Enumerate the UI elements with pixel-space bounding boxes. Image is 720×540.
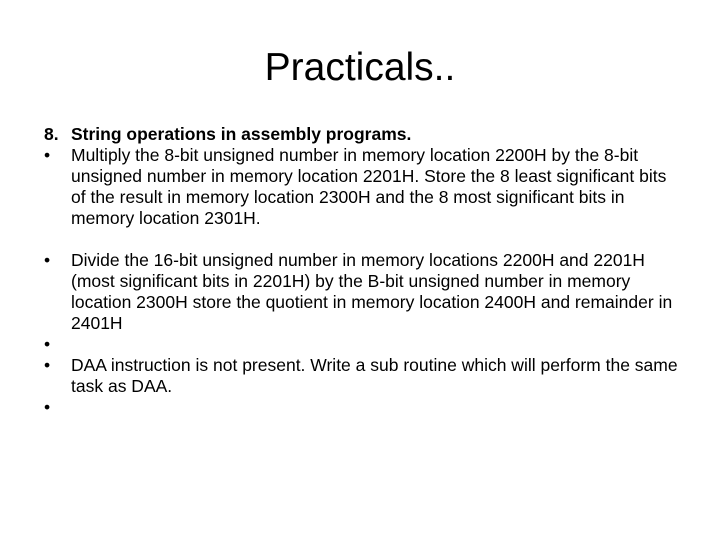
slide-body <box>44 124 684 418</box>
bullet-icon: • <box>44 355 51 375</box>
bullet-item-divide <box>44 250 684 334</box>
slide-title: Practicals.. <box>264 46 456 89</box>
bullet-icon: • <box>44 334 51 354</box>
bullet-icon: • <box>44 250 51 270</box>
bullet-text: DAA instruction is not present. Write a sub routine which will perform the same task as DAA. <box>71 355 678 396</box>
heading-text: String operations in assembly programs. <box>71 124 412 144</box>
bullet-icon: • <box>44 397 51 417</box>
bullet-text: Divide the 16-bit unsigned number in memory locations 2200H and 2201H (most significant bits in 2201H) by the B-bit unsigned number in memory location 2300H store the quotient in memory location 2400H and remainder in 2401H <box>71 250 673 333</box>
numbered-heading <box>44 124 684 145</box>
bullet-icon: • <box>44 145 51 165</box>
bullet-item-daa <box>44 355 684 397</box>
bullet-text: Multiply the 8-bit unsigned number in memory location 2200H by the 8-bit unsigned number in memory location 2201H. Store the 8 least significant bits of the result in memory location 2300H and the 8 most significant bits in memory location 2301H. <box>71 145 667 228</box>
heading-number: 8. <box>44 124 59 144</box>
bullet-item-multiply <box>44 145 684 229</box>
bullet-item-empty <box>44 334 684 355</box>
bullet-item-empty <box>44 397 684 418</box>
